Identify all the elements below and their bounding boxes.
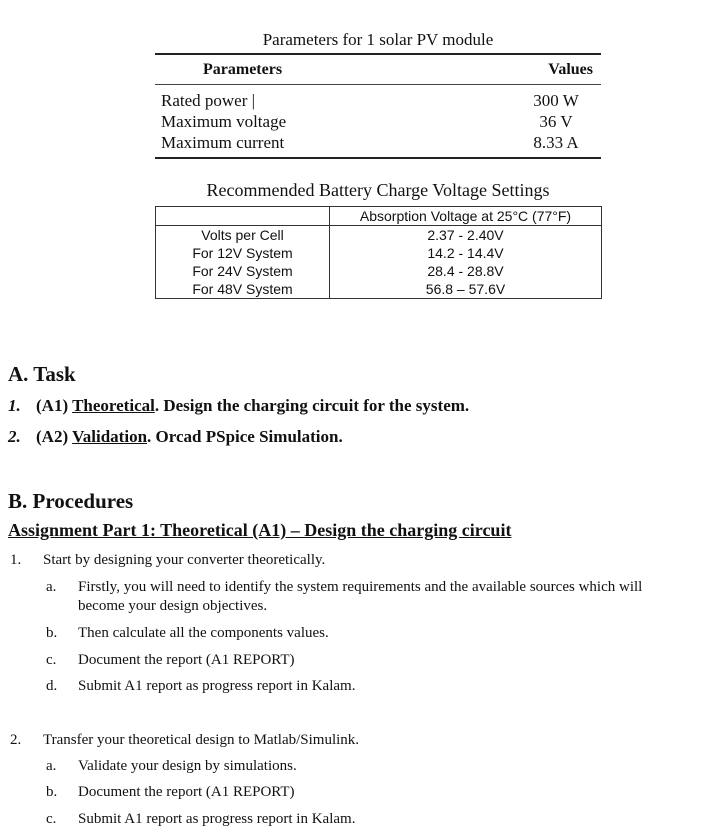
list-item [46,758,297,775]
task-item-2 [8,427,343,447]
sub-label: b. [46,625,58,641]
procedures-heading: B. Procedures [8,489,134,513]
step-text: Transfer your theoretical design to Matlab/Simulink. [43,732,360,748]
list-item-continuation: become your design objectives. [78,598,268,614]
task-description: . Design the charging circuit for the system. [154,396,470,415]
sub-text: Document the report (A1 REPORT) [78,784,295,800]
step-2 [10,732,359,749]
param-value: 8.33 A [533,133,579,152]
list-item [46,678,355,695]
task-number: 1. [8,396,21,415]
sub-text: Document the report (A1 REPORT) [78,652,295,668]
battery-table-title: Recommended Battery Charge Voltage Settings [206,180,550,200]
table-row [155,111,601,132]
row-label: For 24V System [192,263,293,279]
empty-header-cell [156,207,330,226]
pv-table-title: Parameters for 1 solar PV module [262,30,494,49]
task-code: (A2) [36,427,69,446]
absorption-header: Absorption Voltage at 25°C (77°F) [330,207,602,226]
row-label: For 48V System [192,281,293,297]
row-value: 28.4 - 28.8V [427,263,504,279]
col-header-values: Values [548,61,593,78]
list-item [46,784,295,801]
task-item-1 [8,396,469,416]
table-header-row [156,207,602,226]
list-item [46,579,718,596]
pv-table-header [155,55,601,84]
sub-text: Then calculate all the components values. [78,625,329,641]
param-name: Maximum voltage [161,112,287,131]
sub-label: c. [46,652,57,668]
sub-text: Submit A1 report as progress report in Kalam. [78,811,356,827]
task-code: (A1) [36,396,69,415]
battery-voltage-table [155,206,602,299]
step-number: 1. [10,552,22,568]
col-header-parameters: Parameters [203,61,283,78]
row-label: For 12V System [192,245,293,261]
voltage-values [330,226,602,299]
task-description: . Orcad PSpice Simulation. [147,427,343,446]
sub-label: d. [46,678,58,694]
step-number: 2. [10,732,22,748]
table-row [155,132,601,153]
param-name: Maximum current [161,133,285,152]
row-label: Volts per Cell [201,227,284,243]
list-item [46,625,329,642]
step-text: Start by designing your converter theoretically. [43,552,326,568]
list-item [46,652,295,669]
row-value: 56.8 – 57.6V [425,281,506,297]
task-keyword: Validation [72,427,148,446]
assignment-title: Assignment Part 1: Theoretical (A1) – Design the charging circuit [8,520,512,540]
param-name: Rated power | [161,91,256,110]
step-1 [10,552,325,569]
row-value: 2.37 - 2.40V [427,227,504,243]
sub-text-line1: Firstly, you will need to identify the system requirements and the available sources which will [78,579,643,595]
sub-label: b. [46,784,58,800]
task-heading: A. Task [8,362,76,386]
sub-label: a. [46,758,57,774]
task-keyword: Theoretical [72,396,155,415]
sub-label: c. [46,811,57,827]
task-number: 2. [8,427,21,446]
pv-parameters-table [155,53,601,159]
table-body-row [156,226,602,299]
row-value: 14.2 - 14.4V [427,245,504,261]
sub-label: a. [46,579,57,595]
sub-text: Validate your design by simulations. [78,758,297,774]
system-labels [156,226,330,299]
param-value: 36 V [539,112,573,131]
param-value: 300 W [533,91,579,110]
table-row [155,90,601,111]
table-bottom-rule [155,157,601,159]
list-item [46,811,355,828]
sub-text: Submit A1 report as progress report in Kalam. [78,678,356,694]
